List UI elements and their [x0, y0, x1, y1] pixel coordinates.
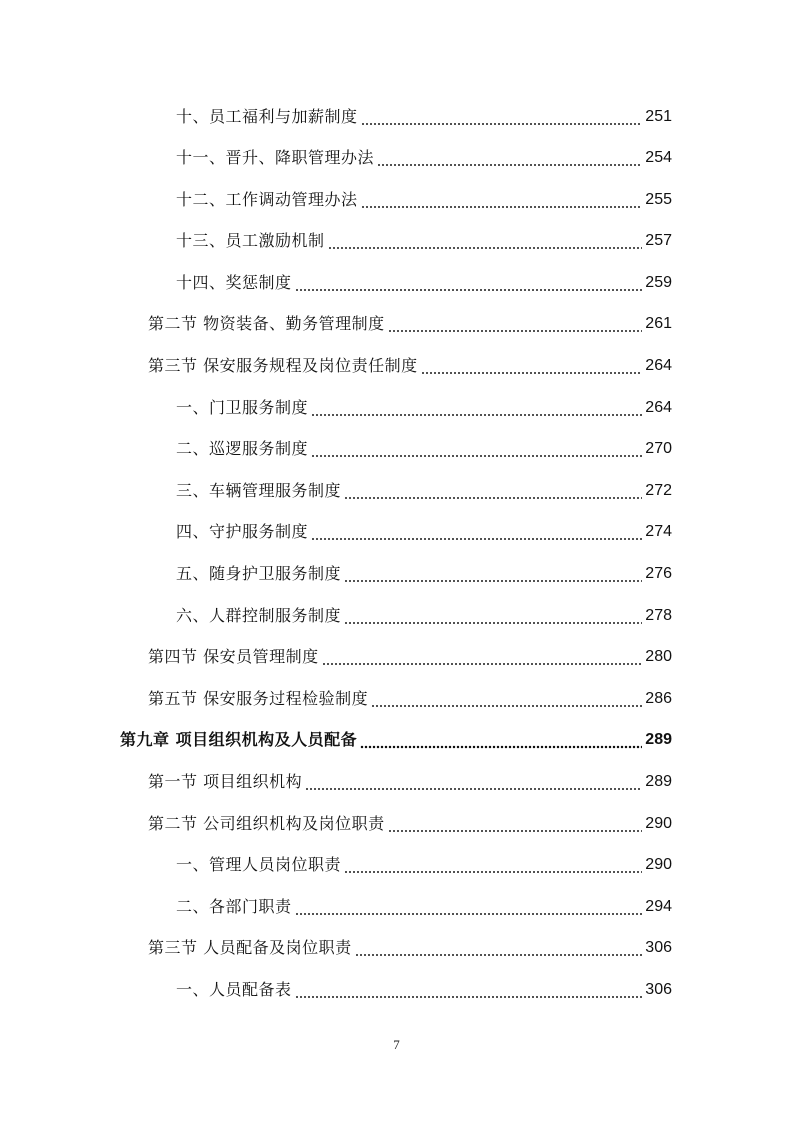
toc-entry[interactable]	[176, 602, 672, 630]
toc-entry[interactable]	[176, 144, 672, 172]
toc-dot-leader	[344, 477, 642, 505]
toc-entry[interactable]	[176, 976, 672, 1004]
toc-entry[interactable]	[176, 435, 672, 463]
toc-entry-page: 306	[645, 939, 672, 956]
toc-entry-page: 259	[645, 274, 672, 291]
toc-dot-leader	[311, 518, 642, 546]
toc-entry-title: 四、守护服务制度	[176, 522, 309, 541]
toc-entry-page: 270	[645, 440, 672, 457]
toc-entry[interactable]	[148, 643, 672, 671]
toc-dot-leader	[361, 186, 643, 214]
toc-dot-leader	[360, 726, 642, 754]
toc-entry[interactable]	[176, 103, 672, 131]
toc-entry-page: 280	[645, 648, 672, 665]
toc-entry-title: 第九章 项目组织机构及人员配备	[120, 730, 358, 749]
toc-entry[interactable]	[148, 352, 672, 380]
toc-entry-page: 254	[645, 149, 672, 166]
toc-entry-title: 第三节 保安服务规程及岗位责任制度	[148, 356, 418, 375]
page-number: 7	[393, 1037, 400, 1052]
toc-entry-page: 294	[645, 898, 672, 915]
toc-entry[interactable]	[148, 685, 672, 713]
toc-entry[interactable]	[176, 394, 672, 422]
toc-entry[interactable]	[148, 934, 672, 962]
toc-entry-page: 274	[645, 523, 672, 540]
toc-entry-title: 十一、晋升、降职管理办法	[176, 148, 375, 167]
toc-dot-leader	[344, 851, 642, 879]
toc-entry-page: 278	[645, 607, 672, 624]
toc-entry-title: 十、员工福利与加薪制度	[176, 107, 358, 126]
toc-dot-leader	[361, 103, 643, 131]
toc-dot-leader	[305, 768, 642, 796]
toc-entry-title: 第二节 公司组织机构及岗位职责	[148, 814, 385, 833]
toc-entry-title: 六、人群控制服务制度	[176, 606, 342, 625]
toc-dot-leader	[388, 310, 643, 338]
toc-entry-page: 289	[645, 731, 672, 748]
toc-dot-leader	[377, 144, 642, 172]
toc-dot-leader	[344, 560, 642, 588]
toc-entry-page: 261	[645, 315, 672, 332]
toc-dot-leader	[311, 435, 642, 463]
toc-entry[interactable]	[148, 768, 672, 796]
toc-entry-title: 一、门卫服务制度	[176, 398, 309, 417]
toc-entry-page: 276	[645, 565, 672, 582]
toc-entry-page: 255	[645, 191, 672, 208]
toc-dot-leader	[295, 976, 643, 1004]
toc-entry-title: 十三、员工激励机制	[176, 231, 325, 250]
toc-entry-title: 三、车辆管理服务制度	[176, 481, 342, 500]
toc-entry[interactable]	[176, 227, 672, 255]
toc-entry-title: 第三节 人员配备及岗位职责	[148, 938, 352, 957]
toc-entry-title: 第二节 物资装备、勤务管理制度	[148, 314, 385, 333]
toc-dot-leader	[295, 269, 643, 297]
toc-entry-title: 第五节 保安服务过程检验制度	[148, 689, 369, 708]
toc-entry-title: 第四节 保安员管理制度	[148, 647, 319, 666]
toc-dot-leader	[322, 643, 643, 671]
toc-entry[interactable]	[176, 477, 672, 505]
toc-entry[interactable]	[176, 560, 672, 588]
toc-entry-title: 十二、工作调动管理办法	[176, 190, 358, 209]
toc-entry[interactable]	[176, 851, 672, 879]
toc-dot-leader	[388, 810, 643, 838]
toc-entry-page: 290	[645, 856, 672, 873]
toc-entry[interactable]	[148, 310, 672, 338]
toc-dot-leader	[344, 602, 642, 630]
toc-entry[interactable]	[148, 810, 672, 838]
toc-dot-leader	[371, 685, 642, 713]
toc-dot-leader	[421, 352, 643, 380]
toc-dot-leader	[328, 227, 643, 255]
toc-entry-title: 一、管理人员岗位职责	[176, 855, 342, 874]
toc-entry-page: 264	[645, 357, 672, 374]
toc-entry-page: 290	[645, 815, 672, 832]
toc-entry-page: 257	[645, 232, 672, 249]
toc-entry-page: 264	[645, 399, 672, 416]
toc-entry-title: 一、人员配备表	[176, 980, 292, 999]
toc-entry-title: 二、巡逻服务制度	[176, 439, 309, 458]
toc-dot-leader	[311, 394, 642, 422]
toc-dot-leader	[295, 893, 643, 921]
toc-entry-title: 二、各部门职责	[176, 897, 292, 916]
toc-entry-page: 251	[645, 108, 672, 125]
toc-entry-title: 十四、奖惩制度	[176, 273, 292, 292]
toc-chapter-entry[interactable]	[120, 726, 672, 754]
toc-entry-page: 286	[645, 690, 672, 707]
toc-entry-title: 第一节 项目组织机构	[148, 772, 303, 791]
toc-entry[interactable]	[176, 269, 672, 297]
toc-entry[interactable]	[176, 893, 672, 921]
toc-entry-title: 五、随身护卫服务制度	[176, 564, 342, 583]
toc-dot-leader	[355, 934, 643, 962]
toc-entry-page: 289	[645, 773, 672, 790]
toc-entry[interactable]	[176, 186, 672, 214]
toc-entry-page: 272	[645, 482, 672, 499]
toc-entry[interactable]	[176, 518, 672, 546]
toc-entry-page: 306	[645, 981, 672, 998]
